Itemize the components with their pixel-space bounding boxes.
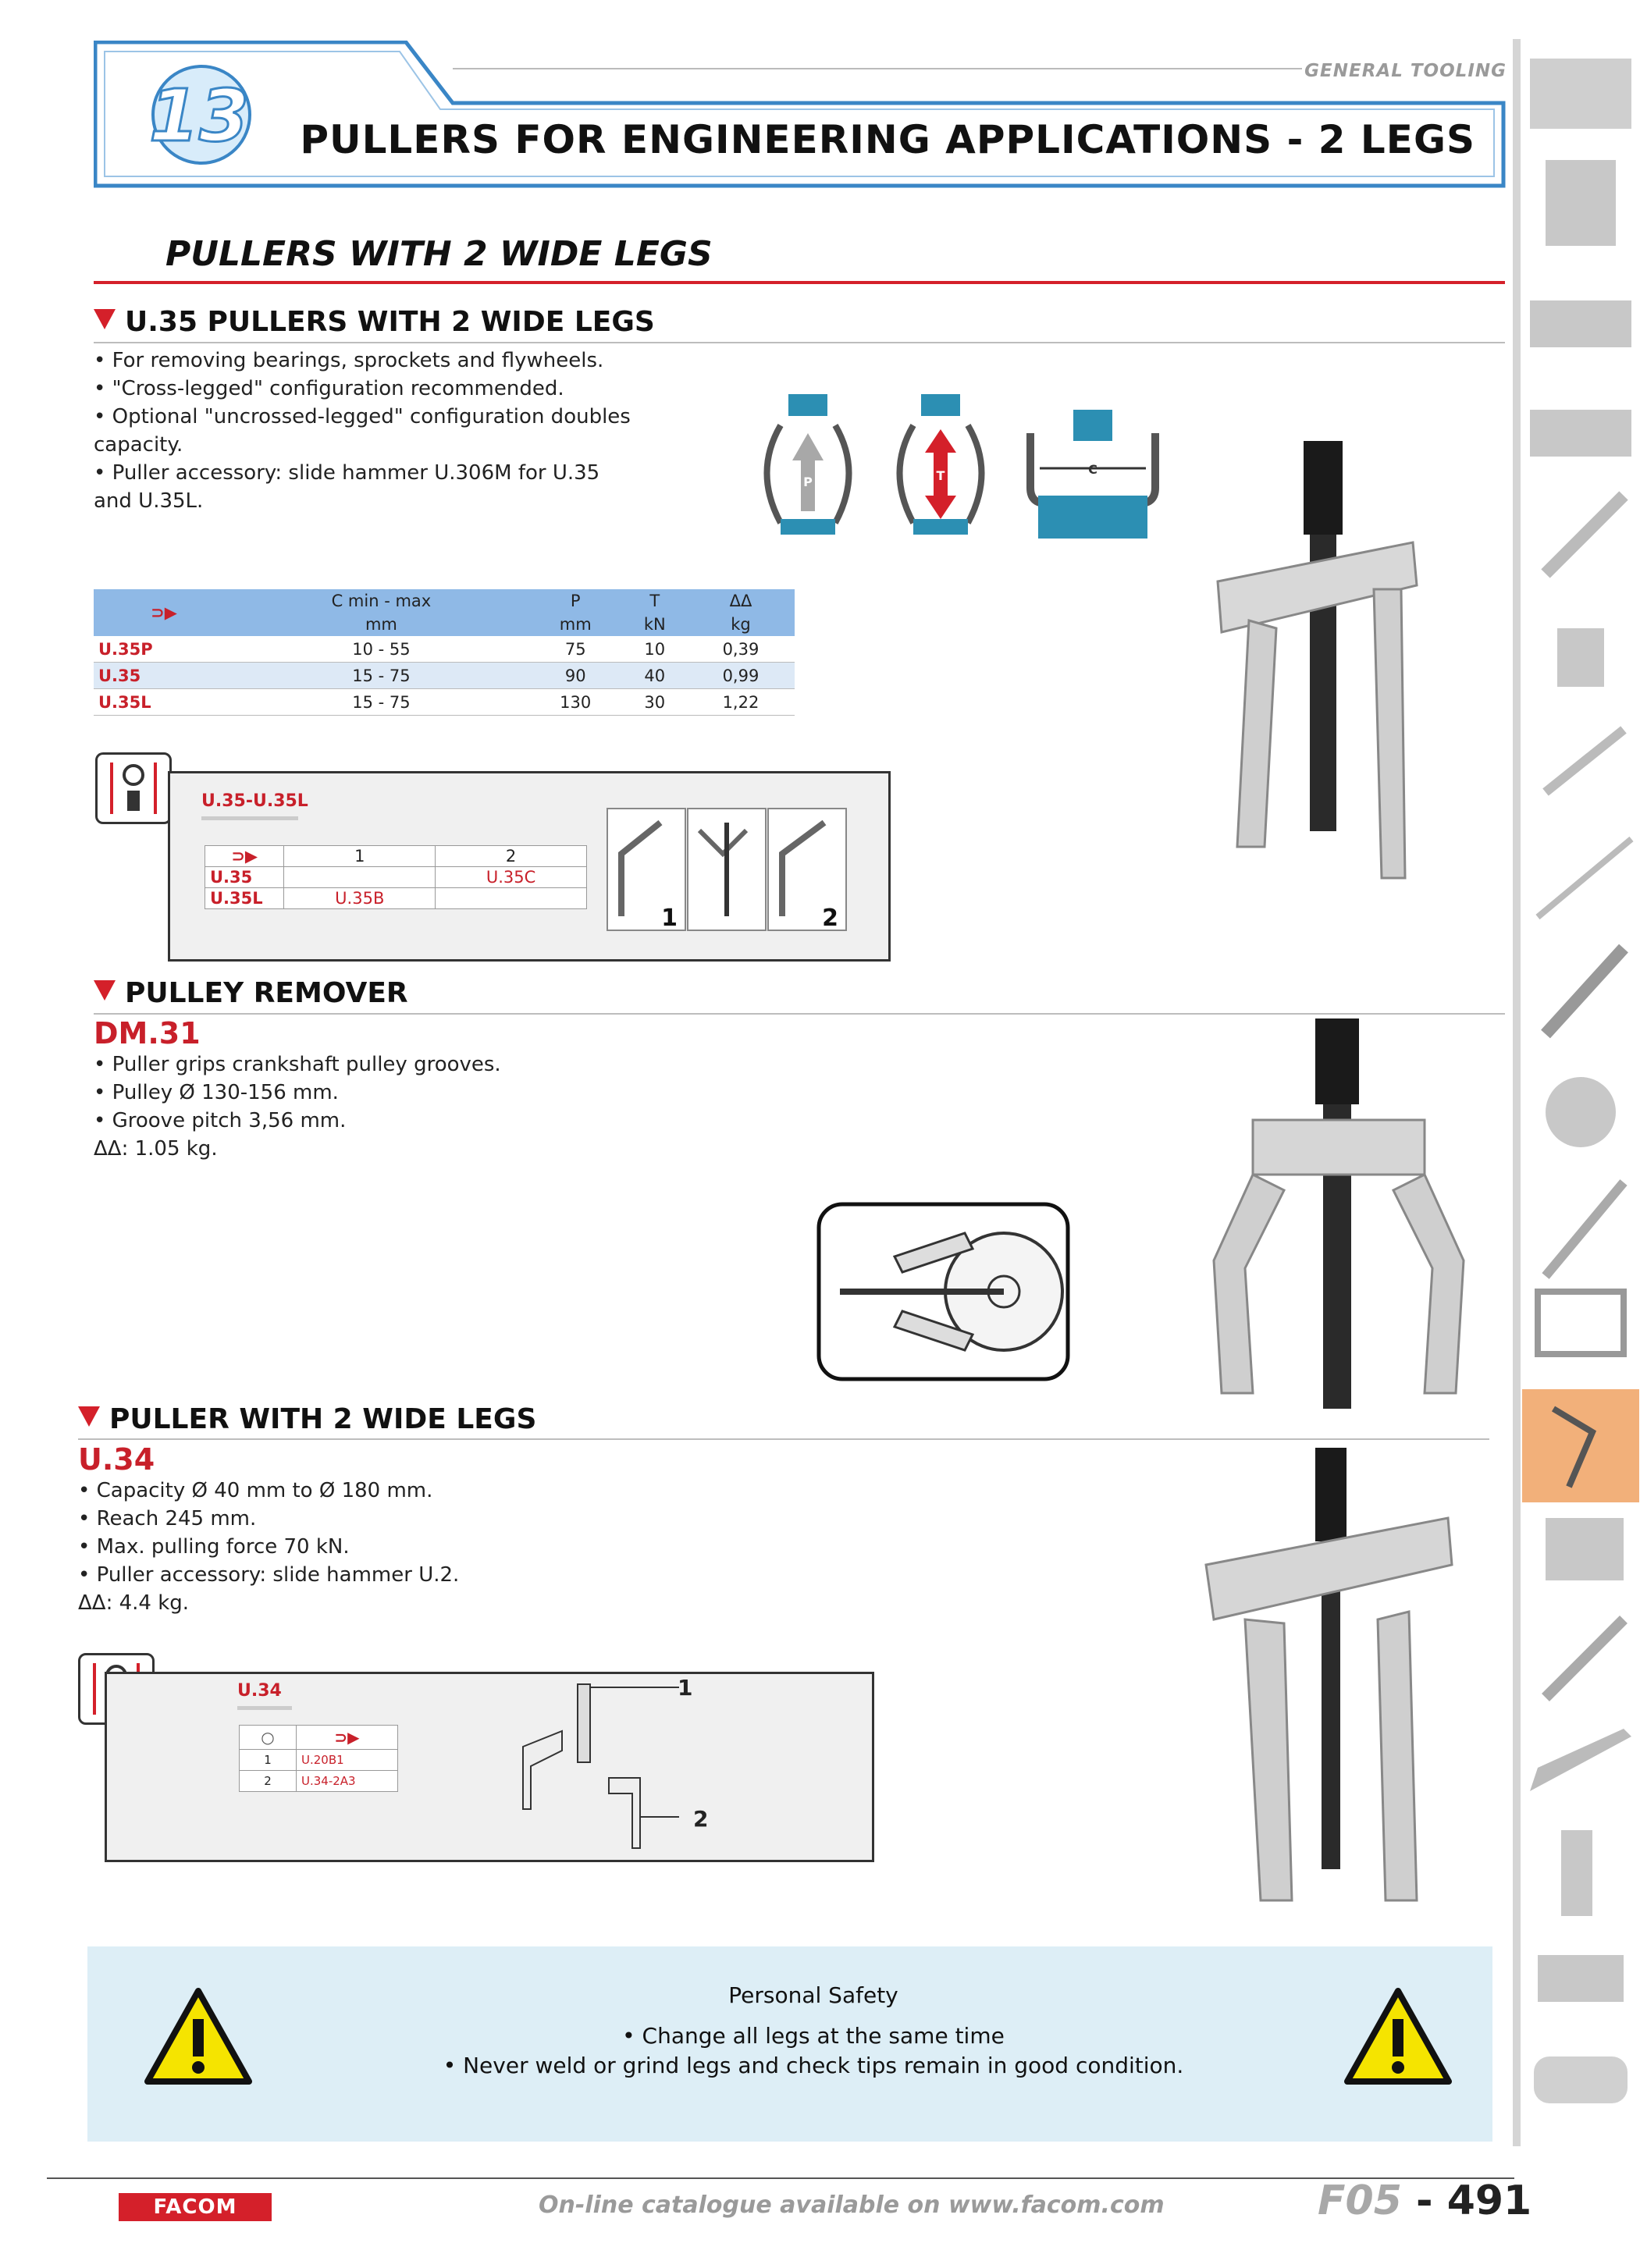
c-diagram: [1030, 410, 1155, 539]
category-sidebar: [1522, 43, 1639, 2153]
pliers-icon: [1546, 948, 1624, 1034]
u34-heading: [78, 1403, 536, 1435]
dm31-puller-photo: [1190, 1018, 1483, 1409]
cell: 0,99: [687, 663, 795, 689]
bullet: • Puller accessory: slide hammer U.2.: [78, 1563, 460, 1587]
u35-accessory-table: [205, 845, 587, 909]
sidebar-thumbnails[interactable]: [1522, 43, 1639, 2150]
table-header-row: [240, 1726, 398, 1750]
safety-line: • Change all legs at the same time: [622, 2023, 1005, 2049]
facom-ref-icon: ⊃▶: [297, 1726, 398, 1750]
tool-cabinet-icon: [1546, 160, 1616, 246]
workbench-icon: [1530, 59, 1631, 129]
ref-column-header: [94, 589, 234, 636]
catalogue-link-text[interactable]: On-line catalogue available on www.facom.com: [539, 2192, 1165, 2219]
bench-icon: [1530, 300, 1631, 347]
page-title: PULLERS FOR ENGINEERING APPLICATIONS - 2 LEGS: [300, 117, 1475, 162]
screwdriver-icon: [1546, 730, 1624, 792]
chip-icon: [1538, 1955, 1624, 2002]
u34-rule: [78, 1438, 1489, 1440]
u35-bullets: [94, 347, 640, 515]
saw-icon: [1538, 1292, 1624, 1354]
cell: 15 - 75: [234, 663, 528, 689]
ref-cell: U.35P: [94, 636, 234, 663]
dm31-ref: DM.31: [94, 1016, 201, 1050]
table-header-row: [205, 846, 587, 867]
safety-line: • Never weld or grind legs and check tips remain in good condition.: [443, 2053, 1184, 2078]
bullet: • Puller accessory: slide hammer U.306M for U.35: [94, 461, 600, 485]
u34-heading-text: PULLER WITH 2 WIDE LEGS: [109, 1403, 537, 1435]
ref-cell: U.35: [94, 663, 234, 689]
cell: U.35B: [284, 888, 436, 909]
page-sep: -: [1401, 2177, 1447, 2224]
dm31-heading-text: PULLEY REMOVER: [125, 977, 408, 1009]
category-label: GENERAL TOOLING: [1304, 61, 1507, 81]
col-unit: kg: [687, 613, 795, 636]
t-diagram: [900, 394, 982, 535]
page-number: [1318, 2177, 1531, 2224]
u34-bullets: [78, 1477, 624, 1617]
table-row: [240, 1750, 398, 1771]
u34-accessory-table: [239, 1725, 398, 1792]
dm31-heading: [94, 977, 408, 1009]
cell: 2: [240, 1771, 297, 1792]
bullet: capacity.: [94, 433, 183, 457]
t-label: T: [936, 468, 945, 483]
figure-label: 2: [822, 905, 838, 932]
red-triangle-icon: [94, 980, 116, 1001]
page-num-value: 491: [1446, 2177, 1532, 2224]
bullet: • Optional "uncrossed-legged" configuration doubles: [94, 405, 631, 428]
u34-ref: U.34: [78, 1442, 155, 1477]
airplane-icon: [1530, 1729, 1631, 1791]
ref-cell: U.35L: [94, 689, 234, 716]
cell: 15 - 75: [234, 689, 528, 716]
callout-label: 1: [678, 1675, 693, 1701]
col-header: P: [528, 589, 623, 613]
cell: 90: [528, 663, 623, 689]
label-underline: [201, 816, 298, 820]
cell: 10 - 55: [234, 636, 528, 663]
bullet: • Groove pitch 3,56 mm.: [94, 1109, 347, 1132]
footer-rule: [47, 2177, 1514, 2179]
socket-icon: [1557, 628, 1604, 687]
cell: U.35C: [436, 867, 587, 888]
sidebar-rule: [1513, 39, 1521, 2146]
bullet: • For removing bearings, sprockets and flywheels.: [94, 349, 604, 372]
u35-heading: [94, 306, 655, 338]
col-header: 1: [284, 846, 436, 867]
p-label: P: [803, 475, 813, 489]
hex-key-icon: [1538, 839, 1631, 917]
cell: U.34-2A3: [297, 1771, 398, 1792]
ref-cell: U.35: [205, 867, 284, 888]
bullet: ΔΔ: 1.05 kg.: [94, 1137, 218, 1161]
u34-accessory-label: U.34: [237, 1681, 282, 1701]
bullet: • Max. pulling force 70 kN.: [78, 1535, 350, 1559]
cell: 10: [623, 636, 687, 663]
p-diagram: [767, 394, 849, 535]
table-row: [240, 1771, 398, 1792]
callout-label: 2: [693, 1806, 709, 1832]
col-unit: kN: [623, 613, 687, 636]
facom-logo: [119, 2193, 272, 2221]
table-row: [205, 867, 587, 888]
section-divider: [94, 281, 1505, 284]
bullet: • Reach 245 mm.: [78, 1507, 257, 1530]
toolbox-icon: [1530, 410, 1631, 457]
bullet: ΔΔ: 4.4 kg.: [78, 1591, 190, 1615]
u34-puller-photo: [1198, 1448, 1456, 1916]
electrical-icon: [1561, 1830, 1592, 1916]
col-header: ΔΔ: [687, 589, 795, 613]
spare-parts-icon: [95, 752, 172, 824]
col-header: 2: [436, 846, 587, 867]
cell: [284, 867, 436, 888]
page-prefix: F05: [1318, 2177, 1402, 2224]
col-unit: mm: [234, 613, 528, 636]
safety-lines: [87, 2021, 1539, 2081]
figure-label: 1: [661, 905, 678, 932]
puller-dimension-diagrams: [749, 386, 1163, 542]
hammer-icon: [1546, 1182, 1624, 1276]
bullet: • Capacity Ø 40 mm to Ø 180 mm.: [78, 1479, 433, 1502]
col-header: T: [623, 589, 687, 613]
cell: U.20B1: [297, 1750, 398, 1771]
table-header-row: [94, 589, 795, 613]
tape-measure-icon: [1546, 1077, 1616, 1147]
cell: 1,22: [687, 689, 795, 716]
cell: 130: [528, 689, 623, 716]
cell: [436, 888, 587, 909]
cell: 40: [623, 663, 687, 689]
u35-parts-figure: [606, 807, 848, 932]
cell: 30: [623, 689, 687, 716]
table-row: [205, 888, 587, 909]
bullet: • Pulley Ø 130-156 mm.: [94, 1081, 339, 1104]
safety-title: Personal Safety: [728, 1982, 898, 2008]
label-underline: [237, 1706, 292, 1710]
red-triangle-icon: [94, 309, 116, 329]
dm31-usage-figure: [816, 1202, 1070, 1381]
impact-gun-icon: [1546, 1518, 1624, 1580]
ref-cell: U.35L: [205, 888, 284, 909]
header-frame: [94, 41, 1507, 189]
chapter-number: 13: [148, 74, 250, 158]
red-triangle-icon: [78, 1406, 100, 1427]
bullet: • "Cross-legged" configuration recommended.: [94, 377, 564, 400]
u35-rule: [94, 342, 1505, 343]
cell: 1: [240, 1750, 297, 1771]
table-row: [94, 663, 795, 689]
u34-accessory-box: [105, 1672, 874, 1862]
part-icon: ○: [240, 1726, 297, 1750]
bullet: • Puller grips crankshaft pulley grooves.: [94, 1053, 501, 1076]
dm31-bullets: [94, 1050, 640, 1163]
cell: 75: [528, 636, 623, 663]
table-row: [94, 689, 795, 716]
u35-heading-text: U.35 PULLERS WITH 2 WIDE LEGS: [125, 306, 655, 338]
cell: 0,39: [687, 636, 795, 663]
table-row: [94, 636, 795, 663]
dm31-rule: [94, 1013, 1505, 1015]
pipe-wrench-icon: [1546, 1619, 1624, 1697]
u34-parts-figure: [515, 1676, 710, 1854]
bullet: and U.35L.: [94, 489, 204, 513]
facom-ref-icon: ⊃▶: [151, 603, 177, 622]
c-label: C: [1088, 462, 1097, 477]
u35-accessory-label: U.35-U.35L: [201, 791, 308, 811]
brand-text: FACOM: [153, 2195, 237, 2219]
puller-icon: [1522, 1389, 1639, 1502]
facom-ref-icon: ⊃▶: [205, 846, 284, 867]
u35-spec-table: [94, 589, 795, 716]
car-icon: [1534, 2056, 1628, 2103]
col-unit: mm: [528, 613, 623, 636]
wrench-icon: [1546, 496, 1624, 574]
section-title: PULLERS WITH 2 WIDE LEGS: [165, 234, 713, 274]
u35-puller-photo: [1202, 441, 1428, 890]
col-header: C min - max: [234, 589, 528, 613]
